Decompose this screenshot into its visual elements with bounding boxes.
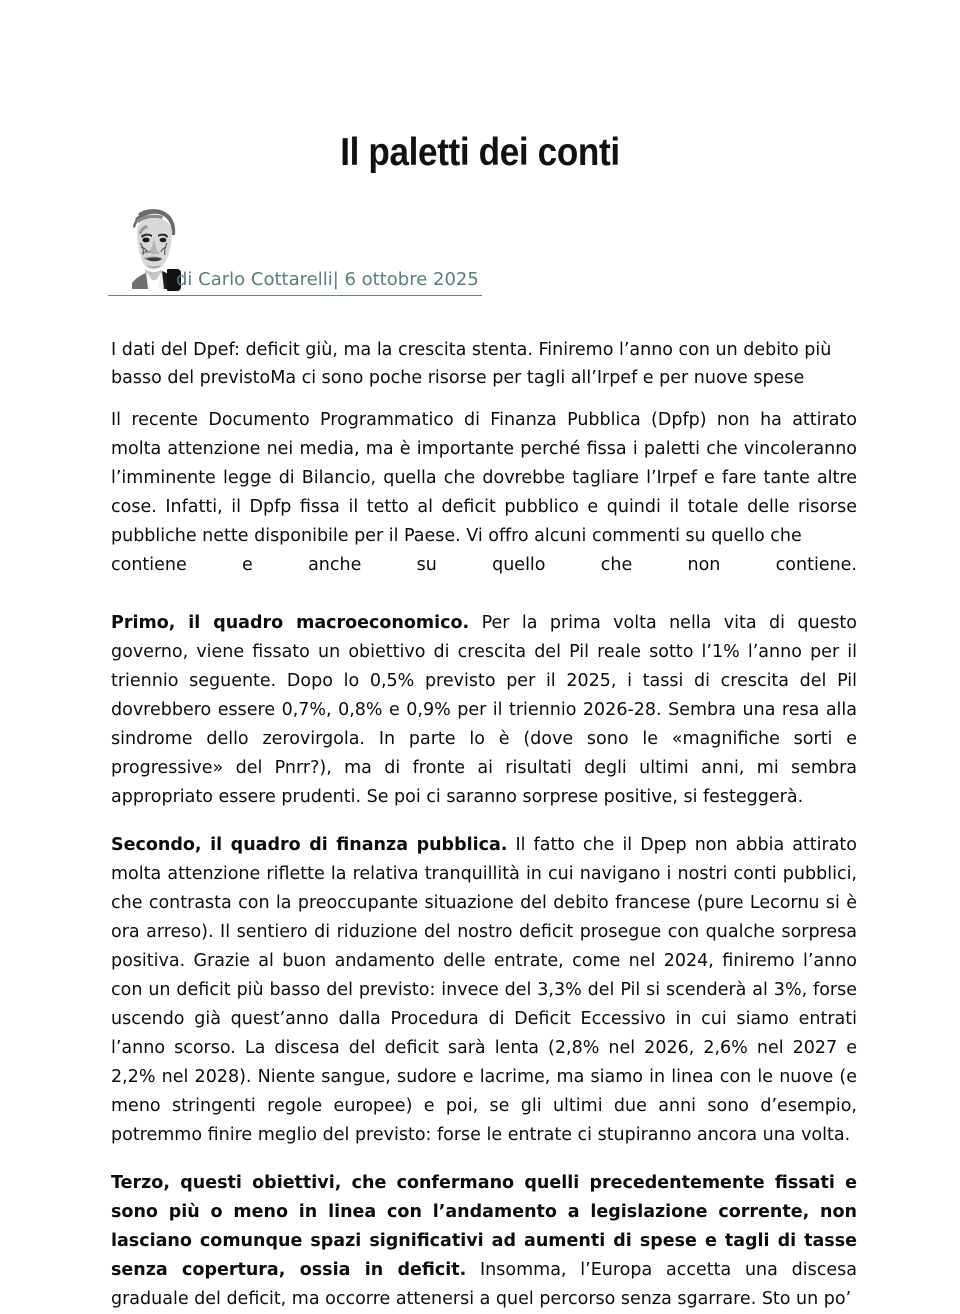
page-title: Il paletti dei conti xyxy=(340,131,620,175)
paragraph-text-run: Insomma, l’Europa accetta una discesa graduale del deficit, ma occorre attenersi a quel percorso senza sgarrare. Sto un po’ xyxy=(111,1260,857,1309)
paragraph-text-run: Per la prima volta nella vita di questo governo, viene fissato un obiettivo di crescita del Pil reale sotto l’1% l’anno per il triennio seguente. Dopo lo 0,5% previsto per il 2025, i tassi di crescita del Pil dovrebbero essere 0,7%, 0,8% e 0,9% per il triennio 2026-28. Sembra una resa alla sindrome dello zerovirgola. In parte lo è (dove sono le «magnifiche sorti e progressive» del Pnrr?), ma di fronte ai risultati degli ultimi anni, mi sembra appropriato essere prudenti. Se poi ci saranno sorprese positive, si festeggerà. xyxy=(111,613,857,807)
paragraph-lead-in: Terzo, questi obiettivi, che confermano quelli precedentemente fissati e sono più o meno in linea con l’andamento a legislazione corrente, non lasciano comunque spazi significativi ad aumenti di spese e tagli di tasse senza copertura, ossia in deficit. xyxy=(111,1173,857,1280)
paragraph-text-run: Il recente Documento Programmatico di Finanza Pubblica (Dpfp) non ha attirato molta attenzione nei media, ma è importante perché fissa i paletti che vincoleranno l’imminente legge di Bilancio, quella che dovrebbe tagliare l’Irpef e fare tante altre cose. Infatti, il Dpfp fissa il tetto al deficit pubblico e quindi il totale delle risorse pubbliche nette disponibile per il Paese. Vi offro alcuni commenti su quello che xyxy=(111,410,857,546)
paragraph-lead-in: Primo, il quadro macroeconomico. xyxy=(111,613,470,633)
paragraph-text-run: Il fatto che il Dpep non abbia attirato molta attenzione riflette la relativa tranquillità in cui navigano i nostri conti pubblici, che contrasta con la preoccupante situazione del debito francese (pure Lecornu si è ora arreso). Il sentiero di riduzione del nostro deficit prosegue con qualche sorpresa positiva. Grazie al buon andamento delle entrate, come nel 2024, finiremo l’anno con un deficit più basso del previsto: invece del 3,3% del Pil si scenderà al 3%, forse uscendo già quest’anno dalla Procedura di Deficit Eccessivo in cui siamo entrati l’anno scorso. La discesa del deficit sarà lenta (2,8% nel 2026, 2,6% nel 2027 e 2,2% nel 2028). Niente sangue, sudore e lacrime, ma siamo in linea con le nuove (e meno stringenti regole europee) e poi, se gli ultimi due anni sono d’esempio, potremmo finire meglio del previsto: forse le entrate ci stupiranno ancora una volta. xyxy=(111,835,858,1145)
byline-text: di Carlo Cottarelli| 6 ottobre 2025 xyxy=(176,269,479,290)
article-paragraph xyxy=(111,406,857,812)
byline-underline xyxy=(108,295,482,296)
byline-link[interactable] xyxy=(108,267,482,297)
paragraph-lead-in: Secondo, il quadro di finanza pubblica. xyxy=(111,835,508,855)
byline xyxy=(108,205,528,297)
article-paragraph xyxy=(111,831,857,1150)
article-standfirst: I dati del Dpef: deficit giù, ma la crescita stenta. Finiremo l’anno con un debito più basso del previstoMa ci sono poche risorse per tagli all’Irpef e per nuove spese xyxy=(111,340,832,388)
article-paragraph xyxy=(111,1169,857,1314)
paragraph-stretched-run: contiene e anche su quello che non contiene. xyxy=(111,555,857,575)
article-body xyxy=(111,336,857,1314)
